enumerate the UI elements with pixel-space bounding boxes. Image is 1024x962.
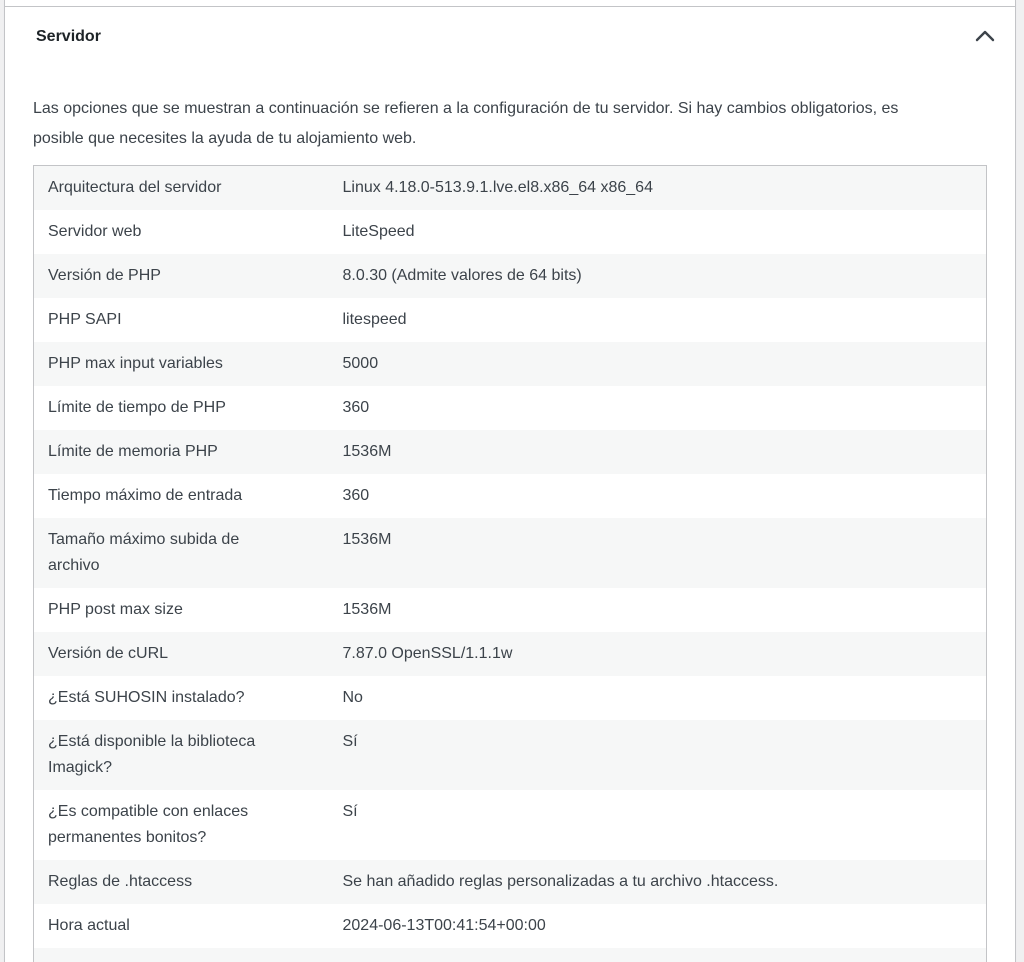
setting-label: Tamaño máximo subida de archivo — [48, 531, 240, 574]
table-row — [34, 860, 987, 904]
setting-value: Sí — [342, 733, 358, 750]
section-description-line: Las opciones que se muestran a continuación se refieren a la configuración de tu servidor. Si hay cambios obligatorios, es — [33, 100, 899, 117]
setting-label: Reglas de .htaccess — [48, 873, 193, 890]
chevron-up-icon — [975, 30, 995, 45]
setting-value: No — [342, 689, 363, 706]
setting-value: 360 — [342, 399, 370, 416]
setting-label: Servidor web — [48, 223, 142, 240]
table-row — [34, 518, 987, 588]
setting-label: ¿Es compatible con enlaces permanentes bonitos? — [48, 803, 249, 846]
setting-label: Versión de PHP — [48, 267, 161, 284]
setting-value: Se han añadido reglas personalizadas a tu archivo .htaccess. — [342, 873, 779, 890]
table-row — [34, 166, 987, 211]
setting-value: 8.0.30 (Admite valores de 64 bits) — [342, 267, 582, 284]
table-row — [34, 790, 987, 860]
table-row — [34, 948, 987, 962]
setting-label: PHP post max size — [48, 601, 183, 618]
setting-label: Límite de memoria PHP — [48, 443, 218, 460]
setting-label: PHP SAPI — [48, 311, 122, 328]
setting-label: PHP max input variables — [48, 355, 223, 372]
setting-value: 1536M — [342, 443, 392, 460]
setting-label — [34, 948, 329, 962]
setting-value: 2024-06-13T00:41:54+00:00 — [342, 917, 546, 934]
table-row — [34, 254, 987, 298]
table-row — [34, 588, 987, 632]
setting-value: Linux 4.18.0-513.9.1.lve.el8.x86_64 x86_64 — [342, 179, 653, 196]
setting-value — [329, 948, 987, 962]
section-description-line: posible que necesites la ayuda de tu alojamiento web. — [33, 130, 417, 147]
table-row — [34, 342, 987, 386]
table-row — [34, 632, 987, 676]
setting-value: LiteSpeed — [342, 223, 415, 240]
setting-value: 5000 — [342, 355, 379, 372]
setting-label: Tiempo máximo de entrada — [48, 487, 243, 504]
setting-label: Versión de cURL — [48, 645, 169, 662]
setting-label: ¿Está disponible la biblioteca Imagick? — [48, 733, 256, 776]
table-row — [34, 298, 987, 342]
setting-label: Arquitectura del servidor — [48, 179, 222, 196]
accordion-panel-body — [5, 94, 1015, 962]
previous-section-divider — [5, 0, 1015, 7]
setting-value: 7.87.0 OpenSSL/1.1.1w — [342, 645, 513, 662]
setting-value: 360 — [342, 487, 370, 504]
server-info-table-body — [34, 166, 987, 962]
section-title: Servidor — [36, 28, 101, 45]
setting-value: 1536M — [342, 531, 392, 548]
table-row — [34, 210, 987, 254]
setting-label: Límite de tiempo de PHP — [48, 399, 226, 416]
health-check-accordion — [4, 0, 1016, 962]
table-row — [34, 676, 987, 720]
setting-value: 1536M — [342, 601, 392, 618]
table-row — [34, 430, 987, 474]
server-info-table — [33, 165, 987, 962]
table-row — [34, 904, 987, 948]
table-row — [34, 386, 987, 430]
accordion-section-servidor-toggle[interactable] — [5, 7, 1015, 48]
setting-value: Sí — [342, 803, 358, 820]
setting-label: ¿Está SUHOSIN instalado? — [48, 689, 245, 706]
setting-value: litespeed — [342, 311, 407, 328]
table-row — [34, 720, 987, 790]
table-row — [34, 474, 987, 518]
section-description — [33, 94, 987, 154]
setting-label: Hora actual — [48, 917, 130, 934]
